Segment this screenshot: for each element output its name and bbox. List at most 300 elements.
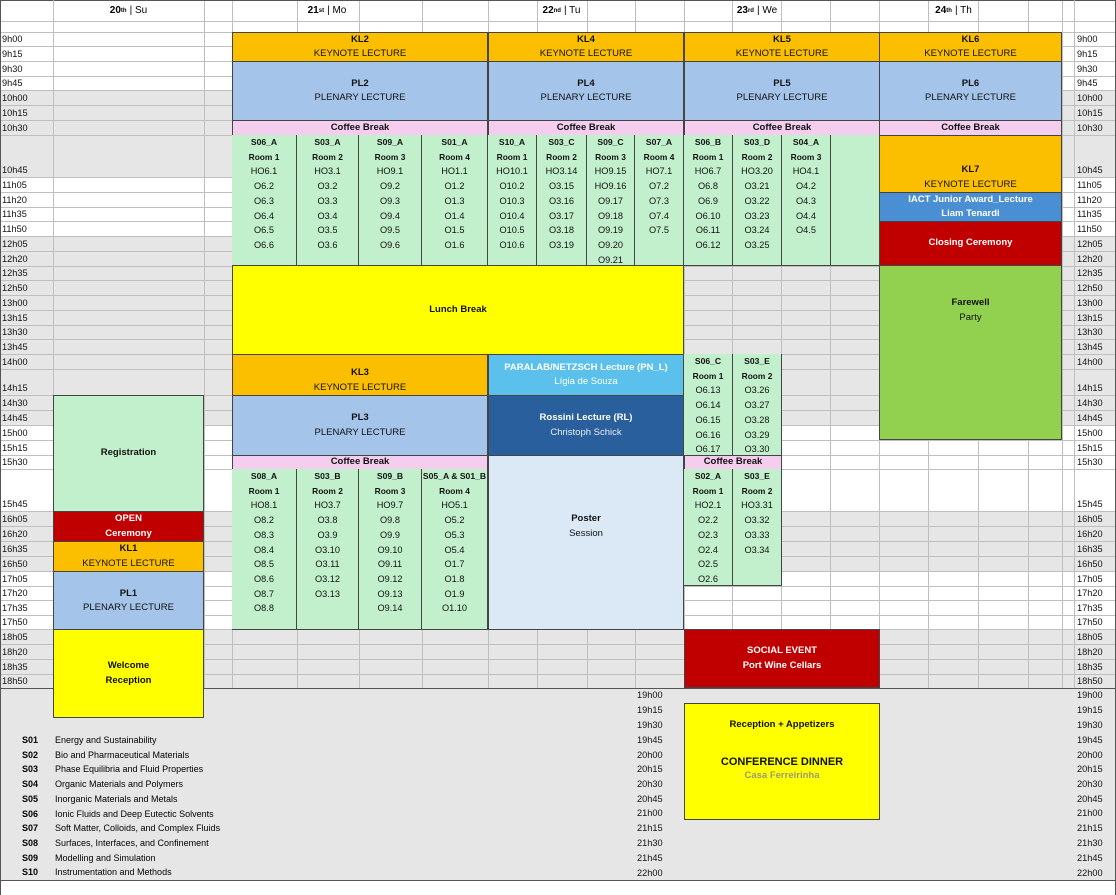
talk-code[interactable]: O1.7	[444, 559, 465, 570]
talk-code[interactable]: HO1.1	[441, 166, 468, 177]
talk-code[interactable]: O3.8	[317, 515, 338, 526]
time-label: 19h45	[1077, 735, 1103, 745]
coffee-break-block[interactable]	[232, 120, 488, 136]
talk-code[interactable]: O6.16	[695, 429, 721, 440]
talk-code[interactable]: O8.8	[254, 603, 274, 614]
dinner-venue: Casa Ferreirinha	[744, 770, 820, 781]
pl6-block[interactable]	[879, 61, 1062, 121]
time-label: 12h05	[2, 239, 28, 249]
pl2-block-line: PL2	[351, 77, 369, 89]
time-label: 13h30	[2, 327, 28, 337]
time-label: 10h30	[1077, 123, 1103, 133]
talk-code[interactable]: O6.9	[698, 195, 718, 206]
time-label: 15h00	[1077, 428, 1103, 438]
session-code: S08_A	[250, 471, 278, 481]
session-column[interactable]	[733, 135, 782, 266]
time-label: 18h35	[2, 662, 28, 672]
pl5-block[interactable]	[684, 61, 880, 121]
time-label: 14h15	[2, 383, 28, 393]
talk-code[interactable]: O3.23	[744, 210, 770, 221]
poster-session-block-line: Poster	[571, 513, 601, 524]
lunch-break-block[interactable]	[232, 265, 684, 355]
talk-code[interactable]: HO3.31	[741, 500, 773, 511]
coffee-break-block-label: Coffee Break	[941, 121, 1000, 133]
legend-name: Instrumentation and Methods	[55, 867, 172, 878]
time-label: 17h35	[2, 603, 28, 613]
talk-code[interactable]: O3.26	[744, 385, 770, 396]
talk-code[interactable]: O2.2	[698, 515, 718, 526]
talk-code[interactable]: O1.4	[444, 210, 465, 221]
time-label: 12h20	[1077, 254, 1103, 264]
talk-code[interactable]: HO3.14	[545, 166, 578, 177]
talk-code[interactable]: O3.29	[744, 429, 770, 440]
time-label: 13h30	[1077, 327, 1103, 337]
coffee-break-block[interactable]	[488, 120, 684, 136]
room-label: Room 2	[741, 370, 773, 381]
talk-code[interactable]: O7.5	[649, 225, 669, 236]
talk-code[interactable]: O8.5	[254, 559, 274, 570]
session-column[interactable]	[232, 469, 297, 630]
time-label: 12h50	[2, 283, 28, 293]
talk-code[interactable]: HO3.1	[314, 166, 341, 177]
iact-award-block[interactable]	[879, 192, 1062, 222]
talk-code[interactable]: O3.13	[314, 588, 341, 599]
talk-code[interactable]: O1.10	[441, 603, 468, 614]
coffee-break-block[interactable]	[684, 120, 880, 136]
time-label: 16h35	[1077, 544, 1103, 554]
legend-code: S05	[22, 793, 39, 804]
pl3-block[interactable]	[232, 395, 488, 456]
talk-code[interactable]: O9.11	[377, 559, 403, 570]
session-code: S03_E	[744, 471, 770, 481]
talk-code[interactable]: O3.5	[317, 225, 338, 236]
session-code: S05_A & S01_B	[422, 471, 487, 481]
kl1-block[interactable]	[53, 541, 204, 572]
paralab-lecture-block[interactable]	[488, 354, 684, 396]
rossini-lecture-block[interactable]	[488, 395, 684, 456]
talk-code[interactable]: O9.12	[377, 573, 403, 584]
talk-code[interactable]: O10.5	[499, 225, 525, 236]
dinner-title: CONFERENCE DINNER	[720, 755, 844, 768]
time-label: 17h20	[1077, 588, 1103, 598]
talk-code[interactable]: O6.15	[695, 414, 721, 425]
time-label: 17h20	[2, 588, 28, 598]
time-label: 18h20	[1077, 647, 1103, 657]
kl7-block[interactable]	[879, 135, 1062, 193]
talk-code[interactable]: O9.3	[380, 195, 400, 206]
time-label: 10h15	[1077, 108, 1103, 118]
frame-line	[0, 880, 1116, 881]
talk-code[interactable]: O5.2	[444, 515, 465, 526]
session-code: S03_B	[314, 471, 341, 481]
talk-code[interactable]: HO9.1	[376, 166, 404, 177]
session-column[interactable]	[422, 135, 488, 266]
coffee-break-block[interactable]	[879, 120, 1062, 136]
talk-code[interactable]: O4.2	[796, 181, 816, 192]
time-label: 19h30	[1077, 720, 1103, 730]
legend-code: S06	[22, 808, 39, 819]
talk-code[interactable]: O3.2	[317, 181, 338, 192]
room-label: Room 1	[692, 151, 724, 162]
poster-session-block[interactable]	[488, 455, 684, 630]
kl6-block[interactable]	[879, 32, 1062, 62]
talk-code[interactable]: O6.2	[254, 181, 274, 192]
talk-code[interactable]: O3.17	[548, 210, 575, 221]
session-column[interactable]	[635, 135, 684, 266]
time-label: 16h05	[1077, 514, 1103, 524]
talk-code[interactable]: HO10.1	[496, 166, 528, 177]
talk-code[interactable]: O3.24	[744, 225, 770, 236]
talk-code[interactable]: O4.4	[796, 210, 816, 221]
time-label: 12h50	[1077, 283, 1103, 293]
pl1-block-line: PL1	[119, 587, 138, 599]
talk-code[interactable]: O3.33	[744, 529, 770, 540]
talk-code[interactable]: O6.5	[254, 225, 274, 236]
pl2-block[interactable]	[232, 61, 488, 121]
time-label: 21h45	[637, 853, 663, 863]
time-label: 18h20	[2, 647, 28, 657]
pl1-block-line: PLENARY LECTURE	[83, 602, 174, 613]
kl7-block-line: KEYNOTE LECTURE	[924, 178, 1017, 190]
talk-code[interactable]: O10.6	[499, 239, 525, 250]
time-label: 18h50	[1077, 676, 1103, 686]
talk-code[interactable]: HO3.20	[741, 166, 773, 177]
talk-code[interactable]: O3.11	[315, 559, 340, 570]
time-label: 10h45	[1077, 165, 1103, 175]
talk-code[interactable]: HO2.1	[694, 500, 722, 511]
day-number: 22	[542, 5, 554, 16]
time-label: 11h20	[2, 195, 27, 205]
talk-code[interactable]: O6.12	[695, 239, 721, 250]
session-code: S06_C	[694, 356, 722, 366]
talk-code[interactable]: O9.5	[380, 225, 400, 236]
lunch-break-block-label: Lunch Break	[429, 303, 487, 315]
kl3-block-line: KL3	[351, 367, 369, 378]
kl5-block-line: KL5	[773, 33, 791, 45]
day-number: 24	[935, 5, 947, 16]
talk-code[interactable]: O8.7	[254, 588, 274, 599]
talk-code[interactable]: O10.4	[499, 210, 525, 221]
room-label: Room 3	[374, 485, 406, 496]
talk-code[interactable]: O6.3	[254, 195, 274, 206]
talk-code[interactable]: O1.5	[444, 225, 465, 236]
time-label: 19h15	[1077, 705, 1103, 715]
time-label: 10h15	[2, 108, 28, 118]
time-label: 18h35	[1077, 662, 1103, 672]
time-label: 13h15	[1077, 313, 1103, 323]
welcome-reception-block-line: Welcome	[107, 660, 150, 671]
kl1-block-line: KEYNOTE LECTURE	[82, 557, 175, 569]
poster-session-block-line: Session	[569, 527, 603, 539]
talk-code[interactable]: HO6.7	[694, 166, 722, 177]
time-label: 18h05	[1077, 632, 1103, 642]
talk-code[interactable]: O3.9	[317, 529, 338, 540]
kl7-block-line: KL7	[961, 164, 980, 175]
social-event-block-line: Port Wine Cellars	[742, 659, 822, 671]
talk-code[interactable]: O2.5	[698, 559, 718, 570]
session-column[interactable]	[733, 354, 782, 456]
coffee-break-block-label: Coffee Break	[556, 121, 616, 133]
session-column[interactable]	[684, 469, 733, 586]
coffee-break-block[interactable]	[232, 455, 488, 470]
day-number: 23	[736, 5, 748, 16]
talk-code[interactable]: O9.8	[380, 515, 400, 526]
talk-code[interactable]: O9.9	[380, 529, 400, 540]
talk-code[interactable]: O4.5	[796, 225, 816, 236]
social-event-block[interactable]	[684, 629, 880, 688]
time-label: 19h00	[637, 690, 663, 700]
legend-name: Energy and Sustainability	[55, 735, 157, 745]
kl5-block[interactable]	[684, 32, 880, 62]
time-label: 20h45	[637, 794, 663, 804]
rossini-lecture-block-line: Christoph Schick	[550, 426, 622, 438]
time-label: 17h05	[2, 574, 28, 584]
time-label: 11h05	[1077, 180, 1102, 190]
welcome-reception-block[interactable]	[53, 629, 204, 718]
time-label: 9h00	[2, 34, 23, 44]
talk-code[interactable]: O6.6	[254, 239, 274, 250]
session-column[interactable]	[297, 135, 359, 266]
pl4-block-line: PL4	[577, 77, 595, 89]
session-code: S01_A	[441, 137, 468, 147]
session-code: S07_A	[645, 137, 673, 147]
time-label: 11h05	[2, 180, 27, 190]
talk-code[interactable]: O9.19	[597, 225, 624, 236]
talk-code[interactable]: O9.13	[377, 588, 403, 599]
time-label: 13h15	[2, 313, 28, 323]
col-line	[1074, 0, 1075, 688]
talk-code[interactable]: O9.21	[597, 254, 624, 265]
dinner-reception-label: Reception + Appetizers	[729, 719, 835, 730]
talk-code[interactable]: O3.25	[744, 239, 770, 250]
kl4-block-line: KL4	[577, 33, 595, 45]
talk-code[interactable]: O5.4	[444, 544, 465, 555]
time-label: 15h30	[1077, 457, 1103, 467]
kl2-block[interactable]	[232, 32, 488, 62]
talk-code[interactable]: O3.30	[744, 444, 770, 455]
talk-code[interactable]: O6.13	[695, 385, 721, 396]
session-column[interactable]	[297, 469, 359, 630]
weekday: | Tu	[563, 5, 581, 16]
talk-code[interactable]: O2.4	[698, 544, 718, 555]
session-empty	[831, 135, 879, 266]
session-column[interactable]	[733, 469, 782, 586]
registration-block[interactable]	[53, 395, 204, 512]
talk-code[interactable]: O6.14	[695, 400, 721, 411]
session-code: S06_B	[694, 137, 722, 147]
talk-code[interactable]: O3.32	[744, 515, 770, 526]
legend-code: S03	[22, 764, 39, 775]
talk-code[interactable]: HO9.7	[376, 500, 404, 511]
talk-code[interactable]: O7.2	[649, 181, 669, 192]
talk-code[interactable]: O6.17	[695, 444, 721, 455]
talk-code[interactable]: O4.3	[796, 195, 816, 206]
talk-code[interactable]: HO9.16	[594, 181, 627, 192]
talk-code[interactable]: HO6.1	[250, 166, 278, 177]
time-label: 12h20	[2, 254, 28, 264]
kl2-block-line: KEYNOTE LECTURE	[313, 48, 407, 59]
session-code: S09_C	[597, 137, 624, 147]
weekday: | Th	[954, 5, 972, 16]
time-label: 19h15	[637, 705, 663, 715]
time-label: 9h30	[2, 64, 23, 74]
talk-code[interactable]: O3.3	[317, 195, 338, 206]
talk-code[interactable]: O7.4	[649, 210, 669, 221]
time-label: 18h05	[2, 632, 28, 642]
time-label: 17h05	[1077, 574, 1103, 584]
talk-code[interactable]: O8.2	[254, 515, 274, 526]
talk-code[interactable]: O6.8	[698, 181, 718, 192]
talk-code[interactable]: O10.2	[499, 181, 525, 192]
pl6-block-line: PL6	[961, 77, 980, 89]
time-label: 20h15	[637, 764, 663, 774]
paralab-lecture-block-line: Lígia de Souza	[554, 376, 618, 387]
time-label: 15h15	[1077, 443, 1103, 453]
room-label: Room 2	[312, 485, 343, 496]
time-label: 21h30	[1077, 838, 1103, 848]
talk-code[interactable]: O3.34	[744, 544, 770, 555]
session-column[interactable]	[684, 135, 733, 266]
talk-code[interactable]: O9.18	[597, 210, 624, 221]
talk-code[interactable]: O1.9	[444, 588, 465, 599]
talk-code[interactable]: O9.17	[597, 195, 624, 206]
talk-code[interactable]: O3.21	[744, 181, 770, 192]
legend-code: S07	[22, 823, 39, 834]
time-label: 21h00	[1077, 808, 1103, 818]
legend-name: Modelling and Simulation	[55, 852, 156, 863]
legend-code: S10	[22, 867, 39, 878]
legend-name: Phase Equilibria and Fluid Properties	[55, 764, 204, 775]
talk-code[interactable]: HO7.1	[645, 166, 673, 177]
session-column[interactable]	[422, 469, 488, 630]
session-column[interactable]	[359, 469, 422, 630]
talk-code[interactable]: O1.8	[444, 573, 465, 584]
time-label: 9h45	[1077, 78, 1098, 88]
talk-code[interactable]: O8.3	[254, 529, 274, 540]
pl4-block[interactable]	[488, 61, 684, 121]
talk-code[interactable]: O9.14	[377, 603, 403, 614]
session-column[interactable]	[232, 135, 297, 266]
talk-code[interactable]: HO4.1	[792, 166, 820, 177]
legend-code: S02	[22, 749, 39, 760]
pl3-block-line: PL3	[351, 412, 369, 423]
talk-code[interactable]: HO9.15	[594, 166, 627, 177]
day-suffix: st	[318, 7, 325, 14]
room-label: Room 2	[312, 151, 343, 162]
talk-code[interactable]: O3.28	[744, 414, 770, 425]
talk-code[interactable]: O2.3	[698, 529, 718, 540]
time-label: 11h20	[1077, 195, 1102, 205]
session-column[interactable]	[782, 135, 831, 266]
talk-code[interactable]: HO3.7	[314, 500, 341, 511]
time-label: 19h45	[637, 735, 663, 745]
talk-code[interactable]: O9.6	[380, 239, 400, 250]
time-label: 16h20	[1077, 529, 1103, 539]
conference-dinner-block[interactable]	[684, 703, 880, 820]
session-column[interactable]	[359, 135, 422, 266]
room-label: Room 1	[248, 485, 280, 496]
rossini-lecture-block-line: Rossini Lecture (RL)	[539, 412, 633, 423]
time-label: 15h45	[2, 499, 28, 509]
talk-code[interactable]: O3.19	[548, 239, 575, 250]
talk-code[interactable]: O3.10	[314, 544, 341, 555]
time-label: 10h00	[1077, 93, 1103, 103]
closing-ceremony-block[interactable]	[879, 221, 1062, 266]
time-label: 20h30	[637, 779, 663, 789]
talk-code[interactable]: HO8.1	[250, 500, 278, 511]
talk-code[interactable]: O6.10	[695, 210, 721, 221]
talk-code[interactable]: O3.22	[744, 195, 770, 206]
time-label: 13h45	[2, 342, 28, 352]
closing-ceremony-block-label: Closing Ceremony	[928, 237, 1013, 249]
talk-code[interactable]: O6.11	[695, 225, 721, 236]
talk-code[interactable]: O9.4	[380, 210, 400, 221]
session-column[interactable]	[684, 354, 733, 456]
talk-code[interactable]: O7.3	[649, 195, 669, 206]
talk-code[interactable]: O1.2	[444, 181, 465, 192]
talk-code[interactable]: O1.6	[444, 239, 465, 250]
coffee-break-block-label: Coffee Break	[330, 121, 390, 133]
time-label: 10h45	[2, 165, 28, 175]
time-label: 16h20	[2, 529, 28, 539]
time-label: 20h30	[1077, 779, 1103, 789]
farewell-party-block-line: Party	[959, 311, 982, 323]
time-label: 13h00	[1077, 298, 1103, 308]
session-column[interactable]	[488, 135, 537, 266]
open-ceremony-block[interactable]	[53, 511, 204, 542]
talk-code[interactable]: O3.16	[548, 195, 575, 206]
talk-code[interactable]: O3.27	[744, 400, 770, 411]
talk-code[interactable]: O5.3	[444, 529, 465, 540]
pl4-block-line: PLENARY LECTURE	[540, 92, 632, 103]
day-suffix: th	[946, 7, 952, 14]
talk-code[interactable]: O3.12	[314, 573, 341, 584]
time-label: 19h30	[637, 720, 663, 730]
pl1-block[interactable]	[53, 571, 204, 631]
talk-code[interactable]: O9.2	[380, 181, 400, 192]
talk-code[interactable]: O3.18	[548, 225, 575, 236]
legend-code: S04	[22, 779, 39, 790]
weekday: | We	[756, 5, 778, 16]
col-line	[204, 0, 205, 688]
time-label: 21h00	[637, 808, 663, 818]
farewell-party-block[interactable]	[879, 265, 1062, 440]
talk-code[interactable]: O8.6	[254, 573, 274, 584]
time-label: 18h50	[2, 676, 28, 686]
kl3-block[interactable]	[232, 354, 488, 396]
talk-code[interactable]: O3.15	[548, 181, 575, 192]
coffee-break-block-label: Coffee Break	[703, 456, 763, 468]
kl4-block[interactable]	[488, 32, 684, 62]
talk-code[interactable]: O8.4	[254, 544, 274, 555]
talk-code[interactable]: O9.10	[377, 544, 403, 555]
session-column[interactable]	[537, 135, 587, 266]
talk-code[interactable]: O6.4	[254, 210, 274, 221]
talk-code[interactable]: O3.4	[317, 210, 338, 221]
talk-code[interactable]: O1.3	[444, 195, 465, 206]
time-label: 9h15	[1077, 49, 1098, 59]
talk-code[interactable]: O10.3	[499, 195, 525, 206]
talk-code[interactable]: O3.6	[317, 239, 338, 250]
coffee-break-block[interactable]	[684, 455, 782, 470]
time-label: 14h15	[1077, 383, 1103, 393]
session-column[interactable]	[587, 135, 635, 266]
talk-code[interactable]: HO5.1	[441, 500, 468, 511]
talk-code[interactable]: O2.6	[698, 573, 718, 584]
welcome-reception-block-line: Reception	[105, 674, 152, 686]
talk-code[interactable]: O9.20	[597, 239, 624, 250]
session-code: S02_A	[694, 471, 722, 481]
